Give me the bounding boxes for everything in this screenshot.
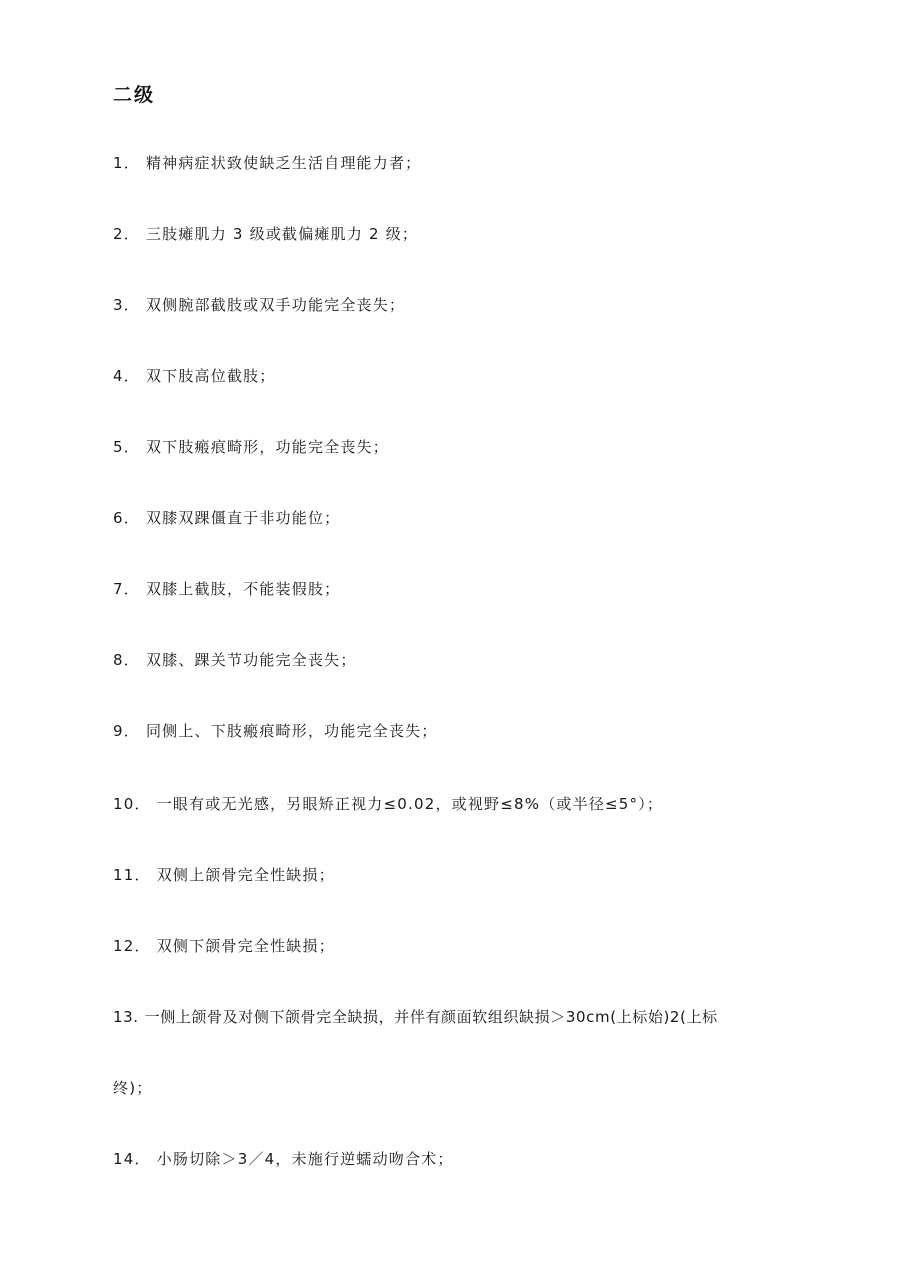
item-number: 8． (113, 651, 140, 669)
item-text: 精神病症状致使缺乏生活自理能力者； (145, 154, 422, 172)
list-item (113, 937, 813, 955)
list-item (113, 722, 813, 740)
list-item-continuation: 终)； (113, 1079, 153, 1097)
list-item (113, 367, 813, 385)
item-text: 三肢瘫肌力 3 级或截偏瘫肌力 2 级； (145, 225, 419, 243)
item-text: 双膝、踝关节功能完全丧失； (145, 651, 357, 669)
item-number: 5． (113, 438, 140, 456)
item-number: 2． (113, 225, 140, 243)
list-item (113, 509, 813, 527)
item-number: 4． (113, 367, 140, 385)
item-number: 6． (113, 509, 140, 527)
list-item (113, 651, 813, 669)
item-text: 一眼有或无光感，另眼矫正视力≤0.02，或视野≤8%（或半径≤5°）； (156, 795, 664, 813)
list-item (113, 154, 813, 172)
item-number: 12． (113, 937, 151, 955)
item-text: 双侧上颌骨完全性缺损； (156, 866, 335, 884)
item-text: 双膝上截肢，不能装假肢； (145, 580, 341, 598)
item-text: 同侧上、下肢瘢痕畸形，功能完全丧失； (145, 722, 438, 740)
list-item (113, 1008, 813, 1026)
item-text: 一侧上颌骨及对侧下颌骨完全缺损，并伴有颜面软组织缺损＞30cm(上标始)2(上标 (144, 1008, 718, 1026)
list-item (113, 580, 813, 598)
item-number: 10． (113, 795, 151, 813)
list-item (113, 1150, 813, 1168)
section-heading: 二级 (113, 84, 156, 106)
item-text: 小肠切除＞3／4，未施行逆蠕动吻合术； (156, 1150, 454, 1168)
item-text: 双侧下颌骨完全性缺损； (156, 937, 335, 955)
item-number: 11． (113, 866, 151, 884)
item-number: 14． (113, 1150, 151, 1168)
item-number: 9． (113, 722, 140, 740)
list-item (113, 296, 813, 314)
item-text: 双膝双踝僵直于非功能位； (145, 509, 341, 527)
item-text: 双下肢瘢痕畸形，功能完全丧失； (145, 438, 389, 456)
list-item (113, 438, 813, 456)
item-number: 7． (113, 580, 140, 598)
item-number: 1． (113, 154, 140, 172)
list-item (113, 795, 813, 813)
item-number: 13. (113, 1008, 139, 1026)
list-item (113, 866, 813, 884)
item-number: 3． (113, 296, 140, 314)
item-text: 双下肢高位截肢； (145, 367, 276, 385)
list-item (113, 225, 813, 243)
item-text: 双侧腕部截肢或双手功能完全丧失； (145, 296, 406, 314)
